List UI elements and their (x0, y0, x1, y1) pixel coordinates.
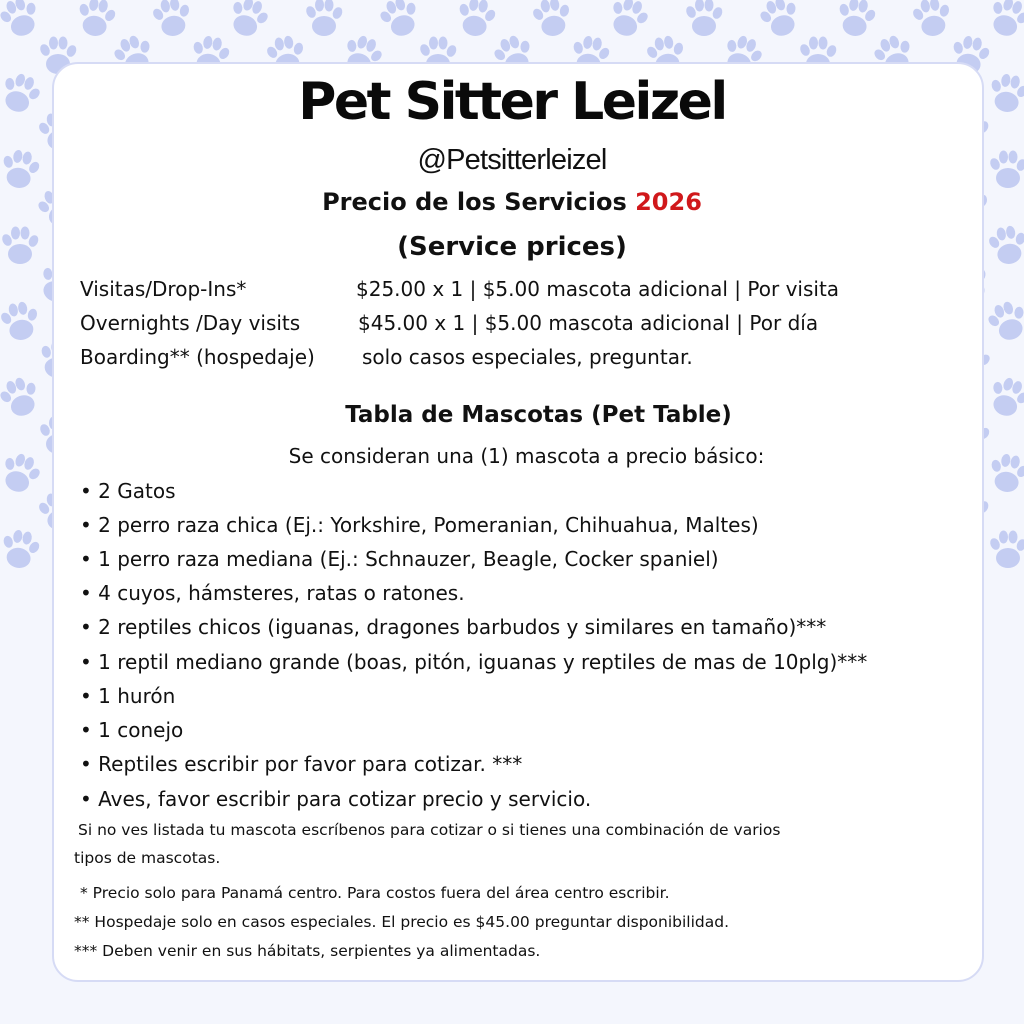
paw-print-icon (74, 0, 120, 39)
paw-print-icon (304, 0, 344, 36)
list-item: • 1 perro raza mediana (Ej.: Schnauzer, Beagle, Cocker spaniel) (80, 547, 719, 571)
list-item: • 1 hurón (80, 684, 176, 708)
service-detail-visits: $25.00 x 1 | $5.00 mascota adicional | Por visita (356, 277, 840, 301)
footnote-habitats: *** Deben venir en sus hábitats, serpientes ya alimentadas. (74, 942, 541, 960)
services-heading-english: (Service prices) (397, 232, 627, 262)
services-heading-text: Precio de los Servicios (322, 188, 627, 216)
services-heading (0, 188, 1024, 216)
paw-print-icon (909, 0, 955, 39)
unlisted-pet-note: Si no ves listada tu mascota escríbenos para cotizar o si tienes una combinación de varios (78, 821, 781, 839)
paw-print-icon (983, 297, 1024, 346)
paw-print-icon (375, 0, 425, 42)
paw-print-icon (684, 0, 724, 36)
paw-print-icon (0, 527, 43, 571)
paw-print-icon (0, 0, 45, 42)
footnote-location: * Precio solo para Panamá centro. Para costos fuera del área centro escribir. (80, 884, 670, 902)
paw-print-icon (834, 0, 880, 39)
service-detail-boarding: solo casos especiales, preguntar. (362, 345, 693, 369)
paw-print-icon (755, 0, 805, 42)
paw-print-icon (149, 0, 195, 39)
pet-table-intro: Se consideran una (1) mascota a precio básico: (288, 444, 765, 468)
footnote-boarding: ** Hospedaje solo en casos especiales. El precio es $45.00 preguntar disponibilidad. (74, 913, 730, 931)
list-item: • 1 reptil mediano grande (boas, pitón, iguanas y reptiles de mas de 10plg)*** (80, 650, 868, 674)
list-item: • Reptiles escribir por favor para cotizar. *** (80, 752, 523, 776)
service-name-visits: Visitas/Drop-Ins* (80, 277, 247, 301)
paw-print-icon (983, 0, 1024, 42)
services-year: 2026 (635, 188, 702, 216)
page-title: Pet Sitter Leizel (298, 72, 726, 132)
social-handle: @Petsitterleizel (417, 144, 607, 176)
paw-print-icon (454, 0, 500, 39)
unlisted-pet-note-continued: tipos de mascotas. (74, 849, 221, 867)
list-item: • 2 perro raza chica (Ej.: Yorkshire, Pomeranian, Chihuahua, Maltes) (80, 513, 759, 537)
service-name-overnights: Overnights /Day visits (80, 311, 301, 335)
list-item: • Aves, favor escribir para cotizar precio y servicio. (80, 787, 592, 811)
list-item: • 4 cuyos, hámsteres, ratas o ratones. (80, 581, 465, 605)
pet-table-heading: Tabla de Mascotas (Pet Table) (345, 402, 732, 428)
service-name-boarding: Boarding** (hospedaje) (80, 345, 315, 369)
list-item: • 1 conejo (80, 718, 184, 742)
list-item: • 2 reptiles chicos (iguanas, dragones barbudos y similares en tamaño)*** (80, 615, 827, 639)
paw-print-icon (988, 531, 1024, 569)
service-detail-overnights: $45.00 x 1 | $5.00 mascota adicional | Por día (358, 311, 819, 335)
list-item: • 2 Gatos (80, 479, 176, 503)
paw-print-icon (603, 0, 653, 42)
paw-print-icon (529, 0, 575, 39)
paw-print-icon (0, 299, 43, 343)
paw-print-icon (223, 0, 273, 42)
